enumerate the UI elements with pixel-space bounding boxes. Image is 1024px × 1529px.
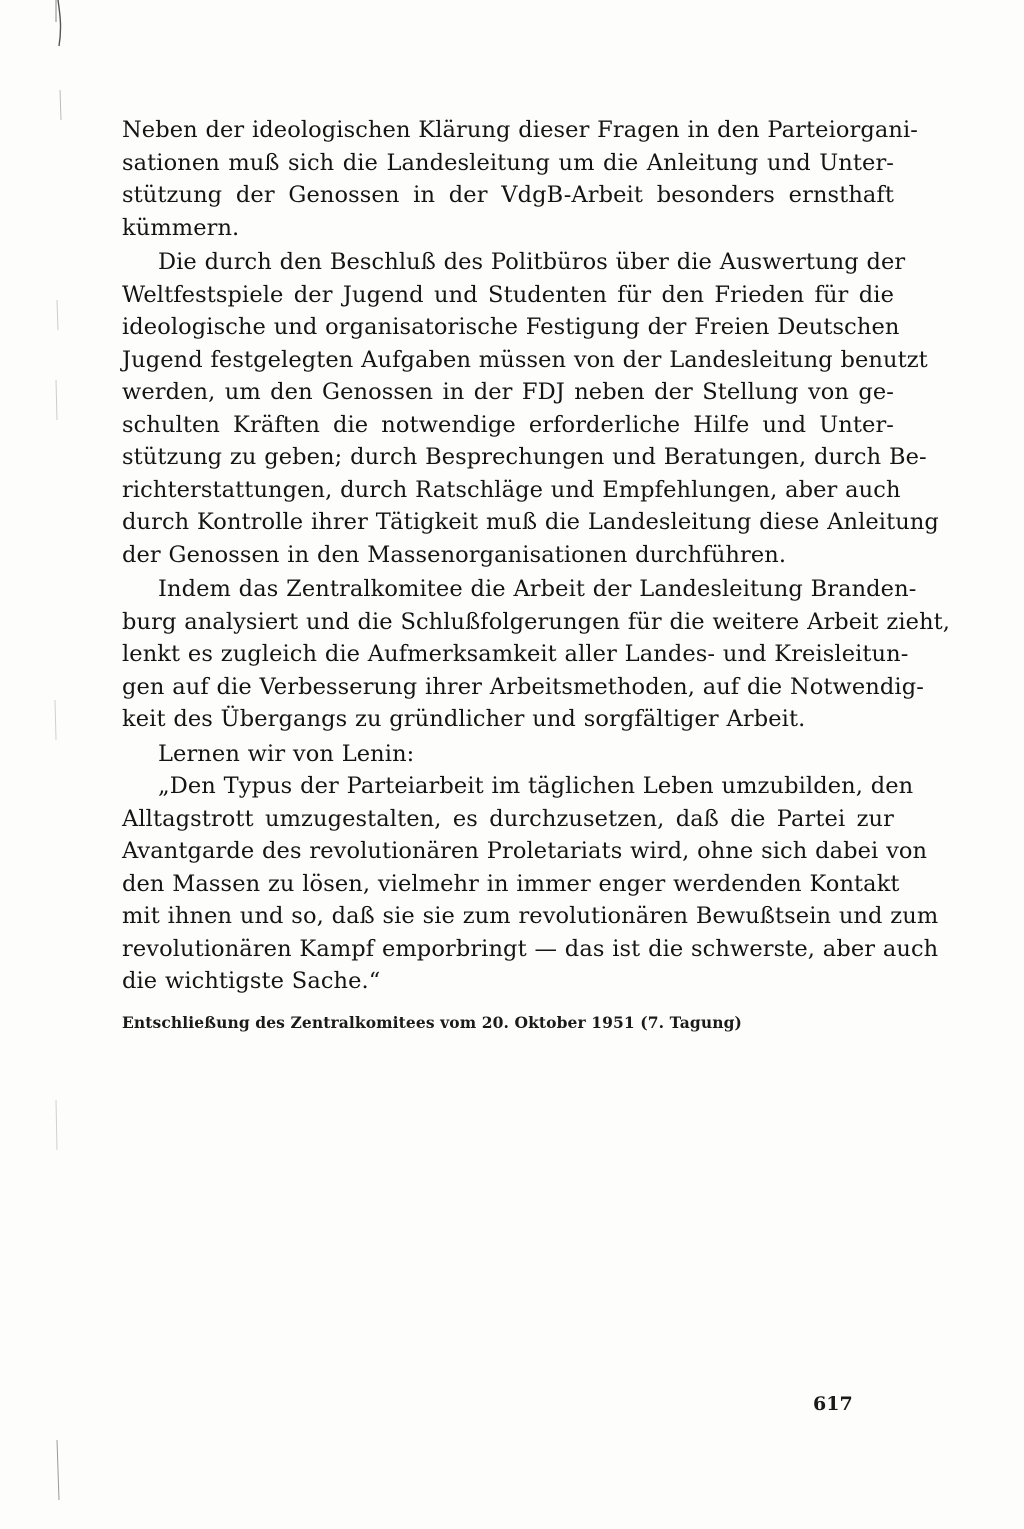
- text-line: Jugend festgelegten Aufgaben müssen von der Landesleitung benutzt: [122, 346, 928, 373]
- quote-line: den Massen zu lösen, vielmehr in immer enger werdenden Kontakt: [122, 870, 900, 897]
- quote-line: Alltagstrott umzugestalten, es durchzusetzen, daß die Partei zur: [122, 805, 894, 832]
- quote-line: Avantgarde des revolutionären Proletariats wird, ohne sich dabei von: [122, 838, 928, 864]
- text-line: durch Kontrolle ihrer Tätigkeit muß die Landesleitung diese Anleitung: [122, 509, 939, 535]
- text-line: schulten Kräften die notwendige erforderliche Hilfe und Unter-: [122, 411, 894, 438]
- text-line: der Genossen in den Massenorganisationen durchführen.: [122, 541, 787, 568]
- source-note: Entschließung des Zentralkomitees vom 20. Oktober 1951 (7. Tagung): [122, 1013, 742, 1032]
- quote-line: „Den Typus der Parteiarbeit im täglichen Leben umzubilden, den: [158, 773, 914, 799]
- text-line: Indem das Zentralkomitee die Arbeit der Landesleitung Branden-: [158, 576, 917, 602]
- text-line: Neben der ideologischen Klärung dieser Fragen in den Parteiorgani-: [122, 117, 918, 143]
- binding-edge-artifacts: [50, 0, 64, 1529]
- text-line: richterstattungen, durch Ratschläge und Empfehlungen, aber auch: [122, 476, 901, 503]
- text-line: Lernen wir von Lenin:: [158, 740, 415, 767]
- text-line: stützung der Genossen in der VdgB-Arbeit besonders ernsthaft: [122, 182, 894, 208]
- text-line: ideologische und organisatorische Festigung der Freien Deutschen: [122, 314, 900, 340]
- text-line: Die durch den Beschluß des Politbüros über die Auswertung der: [158, 249, 906, 275]
- quote-line: revolutionären Kampf emporbringt — das ist die schwerste, aber auch: [122, 935, 939, 962]
- text-line: keit des Übergangs zu gründlicher und sorgfältiger Arbeit.: [122, 706, 806, 732]
- page-number: 617: [813, 1393, 853, 1415]
- text-line: kümmern.: [122, 214, 240, 241]
- text-line: sationen muß sich die Landesleitung um die Anleitung und Unter-: [122, 149, 894, 176]
- text-line: werden, um den Genossen in der FDJ neben der Stellung von ge-: [122, 379, 894, 405]
- quote-line: mit ihnen und so, daß sie sie zum revolutionären Bewußtsein und zum: [122, 903, 939, 929]
- text-line: lenkt es zugleich die Aufmerksamkeit aller Landes- und Kreisleitun-: [122, 641, 909, 667]
- text-line: Weltfestspiele der Jugend und Studenten für den Frieden für die: [122, 281, 894, 308]
- text-line: burg analysiert und die Schlußfolgerungen für die weitere Arbeit zieht,: [122, 608, 951, 635]
- quote-line: die wichtigste Sache.“: [122, 968, 381, 994]
- body-text: [122, 114, 951, 998]
- text-line: stützung zu geben; durch Besprechungen und Beratungen, durch Be-: [122, 444, 927, 470]
- text-line: gen auf die Verbesserung ihrer Arbeitsmethoden, auf die Notwendig-: [122, 673, 924, 700]
